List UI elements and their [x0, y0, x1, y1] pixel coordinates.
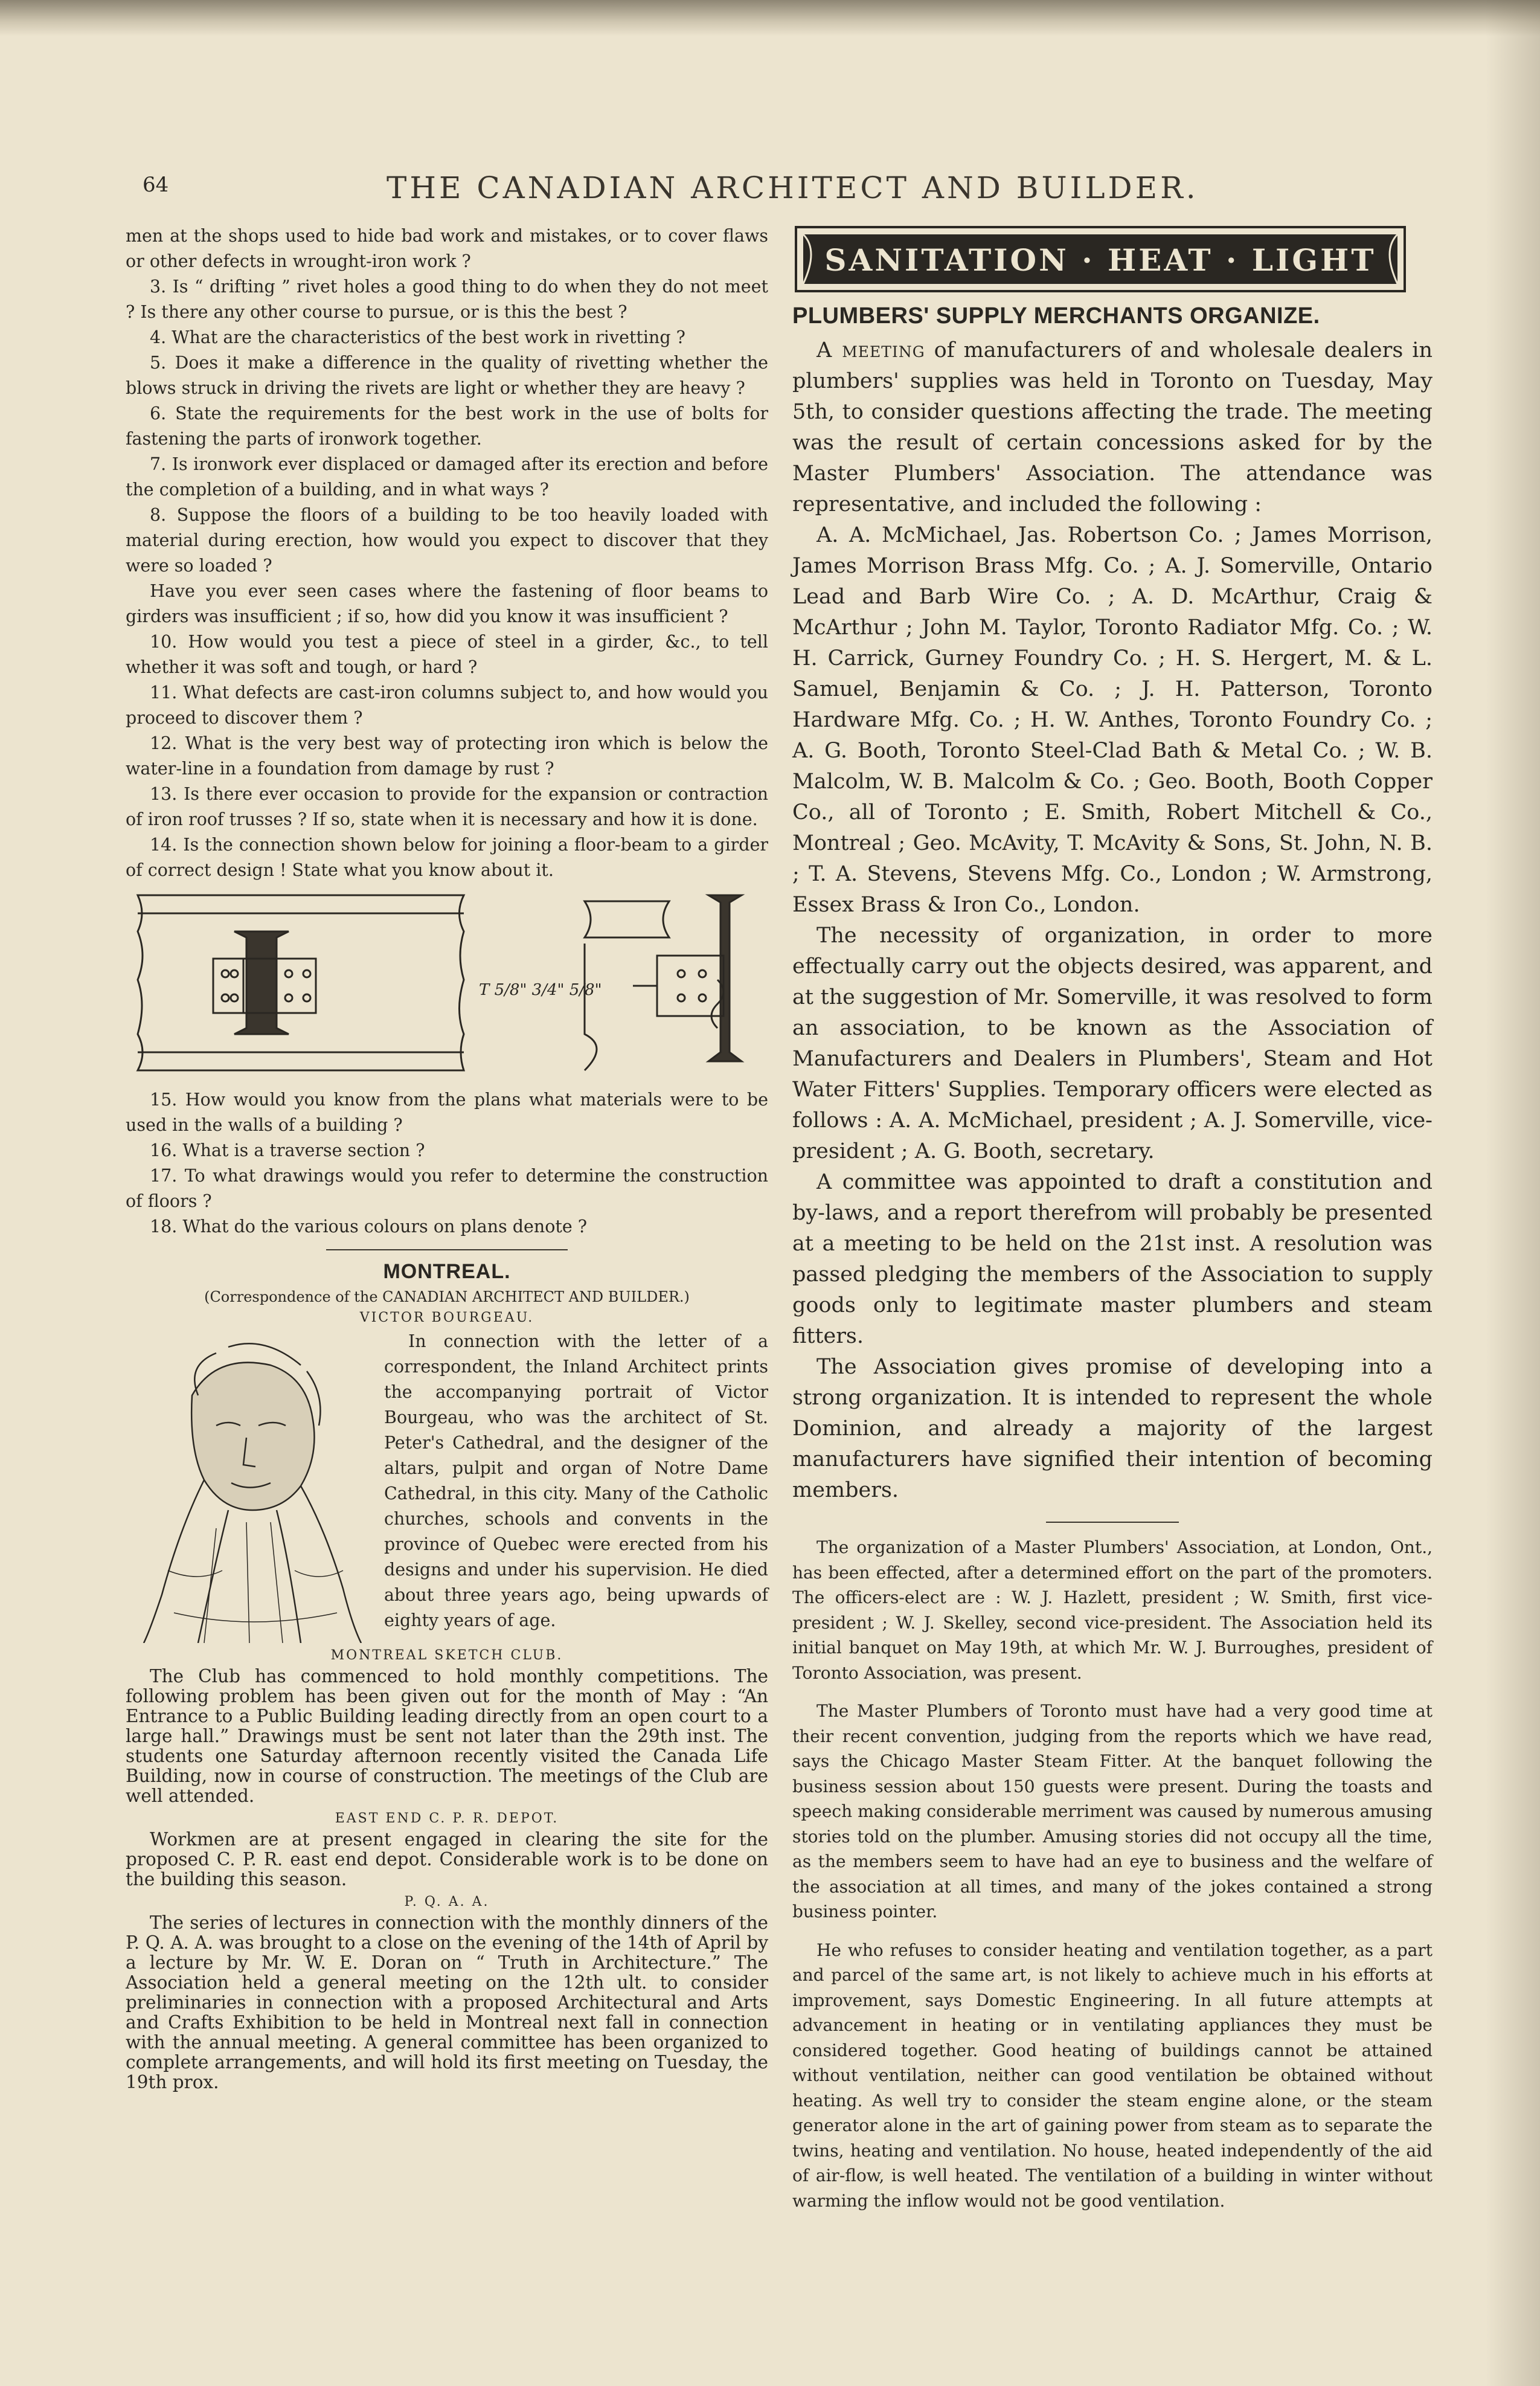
banner-graphic	[795, 226, 1406, 292]
subheading-sketch-club: MONTREAL SKETCH CLUB.	[330, 1648, 563, 1663]
paragraph-1-text: of manufacturers of and wholesale dealers in plumbers' supplies was held in Toronto on Tuesday, May 5th, to consider questions affecting the trade. The meeting was the result of certain concessions asked for by the Master Plumbers' Association. The attendance was representative, and included the following :	[792, 338, 1433, 516]
question-text: 13. Is there ever occasion to provide for the expansion or contraction of iron roof trusses ? If so, state when it is necessary and how it is done.	[126, 784, 768, 829]
note-london-association: The organization of a Master Plumbers' Association, at London, Ont., has been effected, after a determined effort on the part of the promoters. The officers-elect are : W. J. Hazlett, president ; W. Smith, first vice-president ; W. J. Skelley, second vice-president. The Association held its initial banquet on May 19th, at which Mr. W. J. Burroughes, president of Toronto Association, was present.	[792, 1537, 1433, 1683]
sketch-club-text: The Club has commenced to hold monthly competitions. The following problem has been given out for the month of May : “An Entrance to a Public Building leading directly from an open court to a large hall.” Drawings must be sent not later than the 29th inst. The students one Saturday afternoon recently visited the Canada Life Building, now in course of construction. The meetings of the Club are well attended.	[126, 1666, 768, 1806]
article-paragraph-5: The Association gives promise of developing into a strong organization. It is intended to represent the whole Dominion, and already a majority of the largest manufacturers have signified their intention of becoming members.	[792, 1355, 1433, 1502]
sanitation-banner	[795, 226, 1406, 292]
question-text: men at the shops used to hide bad work and mistakes, or to cover flaws or other defects in wrought-iron work ?	[126, 226, 768, 271]
victor-bourgeau-portrait	[126, 1329, 379, 1643]
question-text: 7. Is ironwork ever displaced or damaged after its erection and before the completion of a building, and in what ways ?	[126, 454, 768, 500]
question-text: 3. Is “ drifting ” rivet holes a good thing to do when they do not meet ? Is there any other course to pursue, or is this the best ?	[126, 277, 768, 322]
question-text: 4. What are the characteristics of the best work in rivetting ?	[150, 327, 685, 347]
page-number: 64	[143, 173, 169, 197]
article-paragraph-4: A committee was appointed to draft a constitution and by-laws, and a report therefrom will probably be presented at a meeting to be held on the 21st inst. A resolution was passed pledging the members of the Association to supply goods only to legitimate master plumbers and steam fitters.	[792, 1170, 1433, 1348]
diagram-dimension-label: T 5/8" 3/4" 5/8"	[479, 981, 602, 999]
section-divider	[326, 1249, 568, 1250]
banner-text: SANITATION · HEAT · LIGHT	[824, 242, 1376, 278]
lead-word: A meeting	[817, 338, 925, 362]
page-header	[0, 170, 1540, 207]
question-text: 14. Is the connection shown below for joining a floor-beam to a girder of correct design ! State what you know about it.	[126, 835, 768, 880]
question-text: 15. How would you know from the plans what materials were to be used in the walls of a building ?	[126, 1090, 768, 1135]
bourgeau-article	[126, 1329, 768, 1643]
news-notes	[792, 1535, 1433, 2213]
article-body	[792, 335, 1433, 1506]
article-paragraph-3: The necessity of organization, in order to more effectually carry out the objects desired, was apparent, and at the suggestion of Mr. Somerville, it was resolved to form an association, to be known as the Association of Manufacturers and Dealers in Plumbers', Steam and Hot Water Fitters' Supplies. Temporary officers were elected as follows : A. A. McMichael, president ; A. J. Somerville, vice-president ; A. G. Booth, secretary.	[792, 924, 1433, 1163]
question-text: Have you ever seen cases where the fastening of floor beams to girders was insufficient ; if so, how did you know it was insufficient ?	[126, 581, 768, 626]
correspondence-note: (Correspondence of the CANADIAN ARCHITECT AND BUILDER.)	[204, 1288, 690, 1305]
running-head: THE CANADIAN ARCHITECT AND BUILDER.	[387, 170, 1199, 205]
bourgeau-text: In connection with the letter of a correspondent, the Inland Architect prints the accompanying portrait of Victor Bourgeau, who was the architect of St. Peter's Cathedral, and the designer of the altars, pulpit and organ of Notre Dame Cathedral, in this city. Many of the Catholic churches, schools and convents in the province of Quebec were erected from his designs and under his supervision. He died about three years ago, being upwards of eighty years of age.	[384, 1331, 768, 1630]
beam-connection-drawing	[126, 889, 768, 1082]
left-column	[126, 223, 768, 2092]
question-text: 18. What do the various colours on plans denote ?	[150, 1217, 588, 1236]
portrait-engraving	[126, 1329, 379, 1643]
page-fold-shadow	[1486, 0, 1540, 2386]
article-divider	[1046, 1522, 1179, 1523]
beam-girder-diagram	[126, 889, 768, 1082]
question-text: 17. To what drawings would you refer to determine the construction of floors ?	[126, 1166, 768, 1211]
subheading-cpr-depot: EAST END C. P. R. DEPOT.	[335, 1811, 559, 1826]
question-text: 11. What defects are cast-iron columns subject to, and how would you proceed to discover them ?	[126, 683, 768, 728]
question-text: 8. Suppose the floors of a building to be too heavily loaded with material during erection, how would you expect to discover that they were so loaded ?	[126, 505, 768, 576]
article-title: PLUMBERS' SUPPLY MERCHANTS ORGANIZE.	[792, 303, 1320, 329]
note-heating-ventilation: He who refuses to consider heating and ventilation together, as a part and parcel of the same art, is not likely to achieve much in his efforts at improvement, says Domestic Engineering. In all future attempts at advancement in heating or in ventilating appliances they must be considered together. Good heating of buildings cannot be attained without ventilation, neither can good ventilation be obtained without heating. As well try to consider the steam engine alone, or the steam generator alone in the art of gaining power from steam as to separate the twins, heating and ventilation. No house, heated independently of the aid of air-flow, is well heated. The ventilation of a building in winter without warming the inflow would not be good ventilation.	[792, 1940, 1433, 2211]
page-top-edge	[0, 0, 1540, 36]
question-text: 16. What is a traverse section ?	[150, 1140, 425, 1160]
question-text: 6. State the requirements for the best work in the use of bolts for fastening the parts of ironwork together.	[126, 404, 768, 449]
cpr-depot-text: Workmen are at present engaged in clearing the site for the proposed C. P. R. east end depot. Considerable work is to be done on the building this season.	[126, 1829, 768, 1889]
question-text: 12. What is the very best way of protecting iron which is below the water-line in a foundation from damage by rust ?	[126, 733, 768, 779]
pqaa-text: The series of lectures in connection with the monthly dinners of the P. Q. A. A. was brought to a close on the evening of the 14th of April by a lecture by Mr. W. E. Doran on “ Truth in Architecture.” The Association held a general meeting on the 12th ult. to consider preliminaries in connection with a proposed Architectural and Arts and Crafts Exhibition to be held in Montreal next fall in connection with the annual meeting. A general committee has been organized to complete arrangements, and will hold its first meeting on Tuesday, the 19th prox.	[126, 1912, 768, 2092]
note-toronto-convention: The Master Plumbers of Toronto must have had a very good time at their recent convention, judging from the reports which we have read, says the Chicago Master Steam Fitter. At the banquet following the business session about 150 guests were present. During the toasts and speech making considerable merriment was caused by numerous amusing stories told on the plumber. Amusing stories did not occupy all the time, as the members seem to have had an eye to business and the welfare of the association at all times, and many of the jokes contained a strong business pointer.	[792, 1701, 1433, 1921]
article-paragraph-1	[792, 335, 1433, 520]
subheading-victor-bourgeau: VICTOR BOURGEAU.	[359, 1310, 534, 1325]
right-column	[792, 223, 1433, 2227]
question-text: 10. How would you test a piece of steel in a girder, &c., to tell whether it was soft and tough, or hard ?	[126, 632, 768, 677]
article-paragraph-2: A. A. McMichael, Jas. Robertson Co. ; James Morrison, James Morrison Brass Mfg. Co. ; A. J. Somerville, Ontario Lead and Barb Wire Co. ; A. D. McArthur, Craig & McArthur ; John M. Taylor, Toronto Radiator Mfg. Co. ; W. H. Carrick, Gurney Foundry Co. ; H. S. Hergert, M. & L. Samuel, Benjamin & Co. ; J. H. Patterson, Toronto Hardware Mfg. Co. ; H. W. Anthes, Toronto Foundry Co. ; A. G. Booth, Toronto Steel-Clad Bath & Metal Co. ; W. B. Malcolm, W. B. Malcolm & Co. ; Geo. Booth, Booth Copper Co., all of Toronto ; E. Smith, Robert Mitchell & Co., Montreal ; Geo. McAvity, T. McAvity & Sons, St. John, N. B. ; T. A. Stevens, Stevens Mfg. Co., London ; W. Armstrong, Essex Brass & Iron Co., London.	[792, 523, 1433, 917]
question-text: 5. Does it make a difference in the quality of rivetting whether the blows struck in driving the rivets are light or whether they are heavy ?	[126, 353, 768, 398]
subheading-pqaa: P. Q. A. A.	[404, 1894, 490, 1909]
montreal-heading: MONTREAL.	[383, 1260, 511, 1283]
